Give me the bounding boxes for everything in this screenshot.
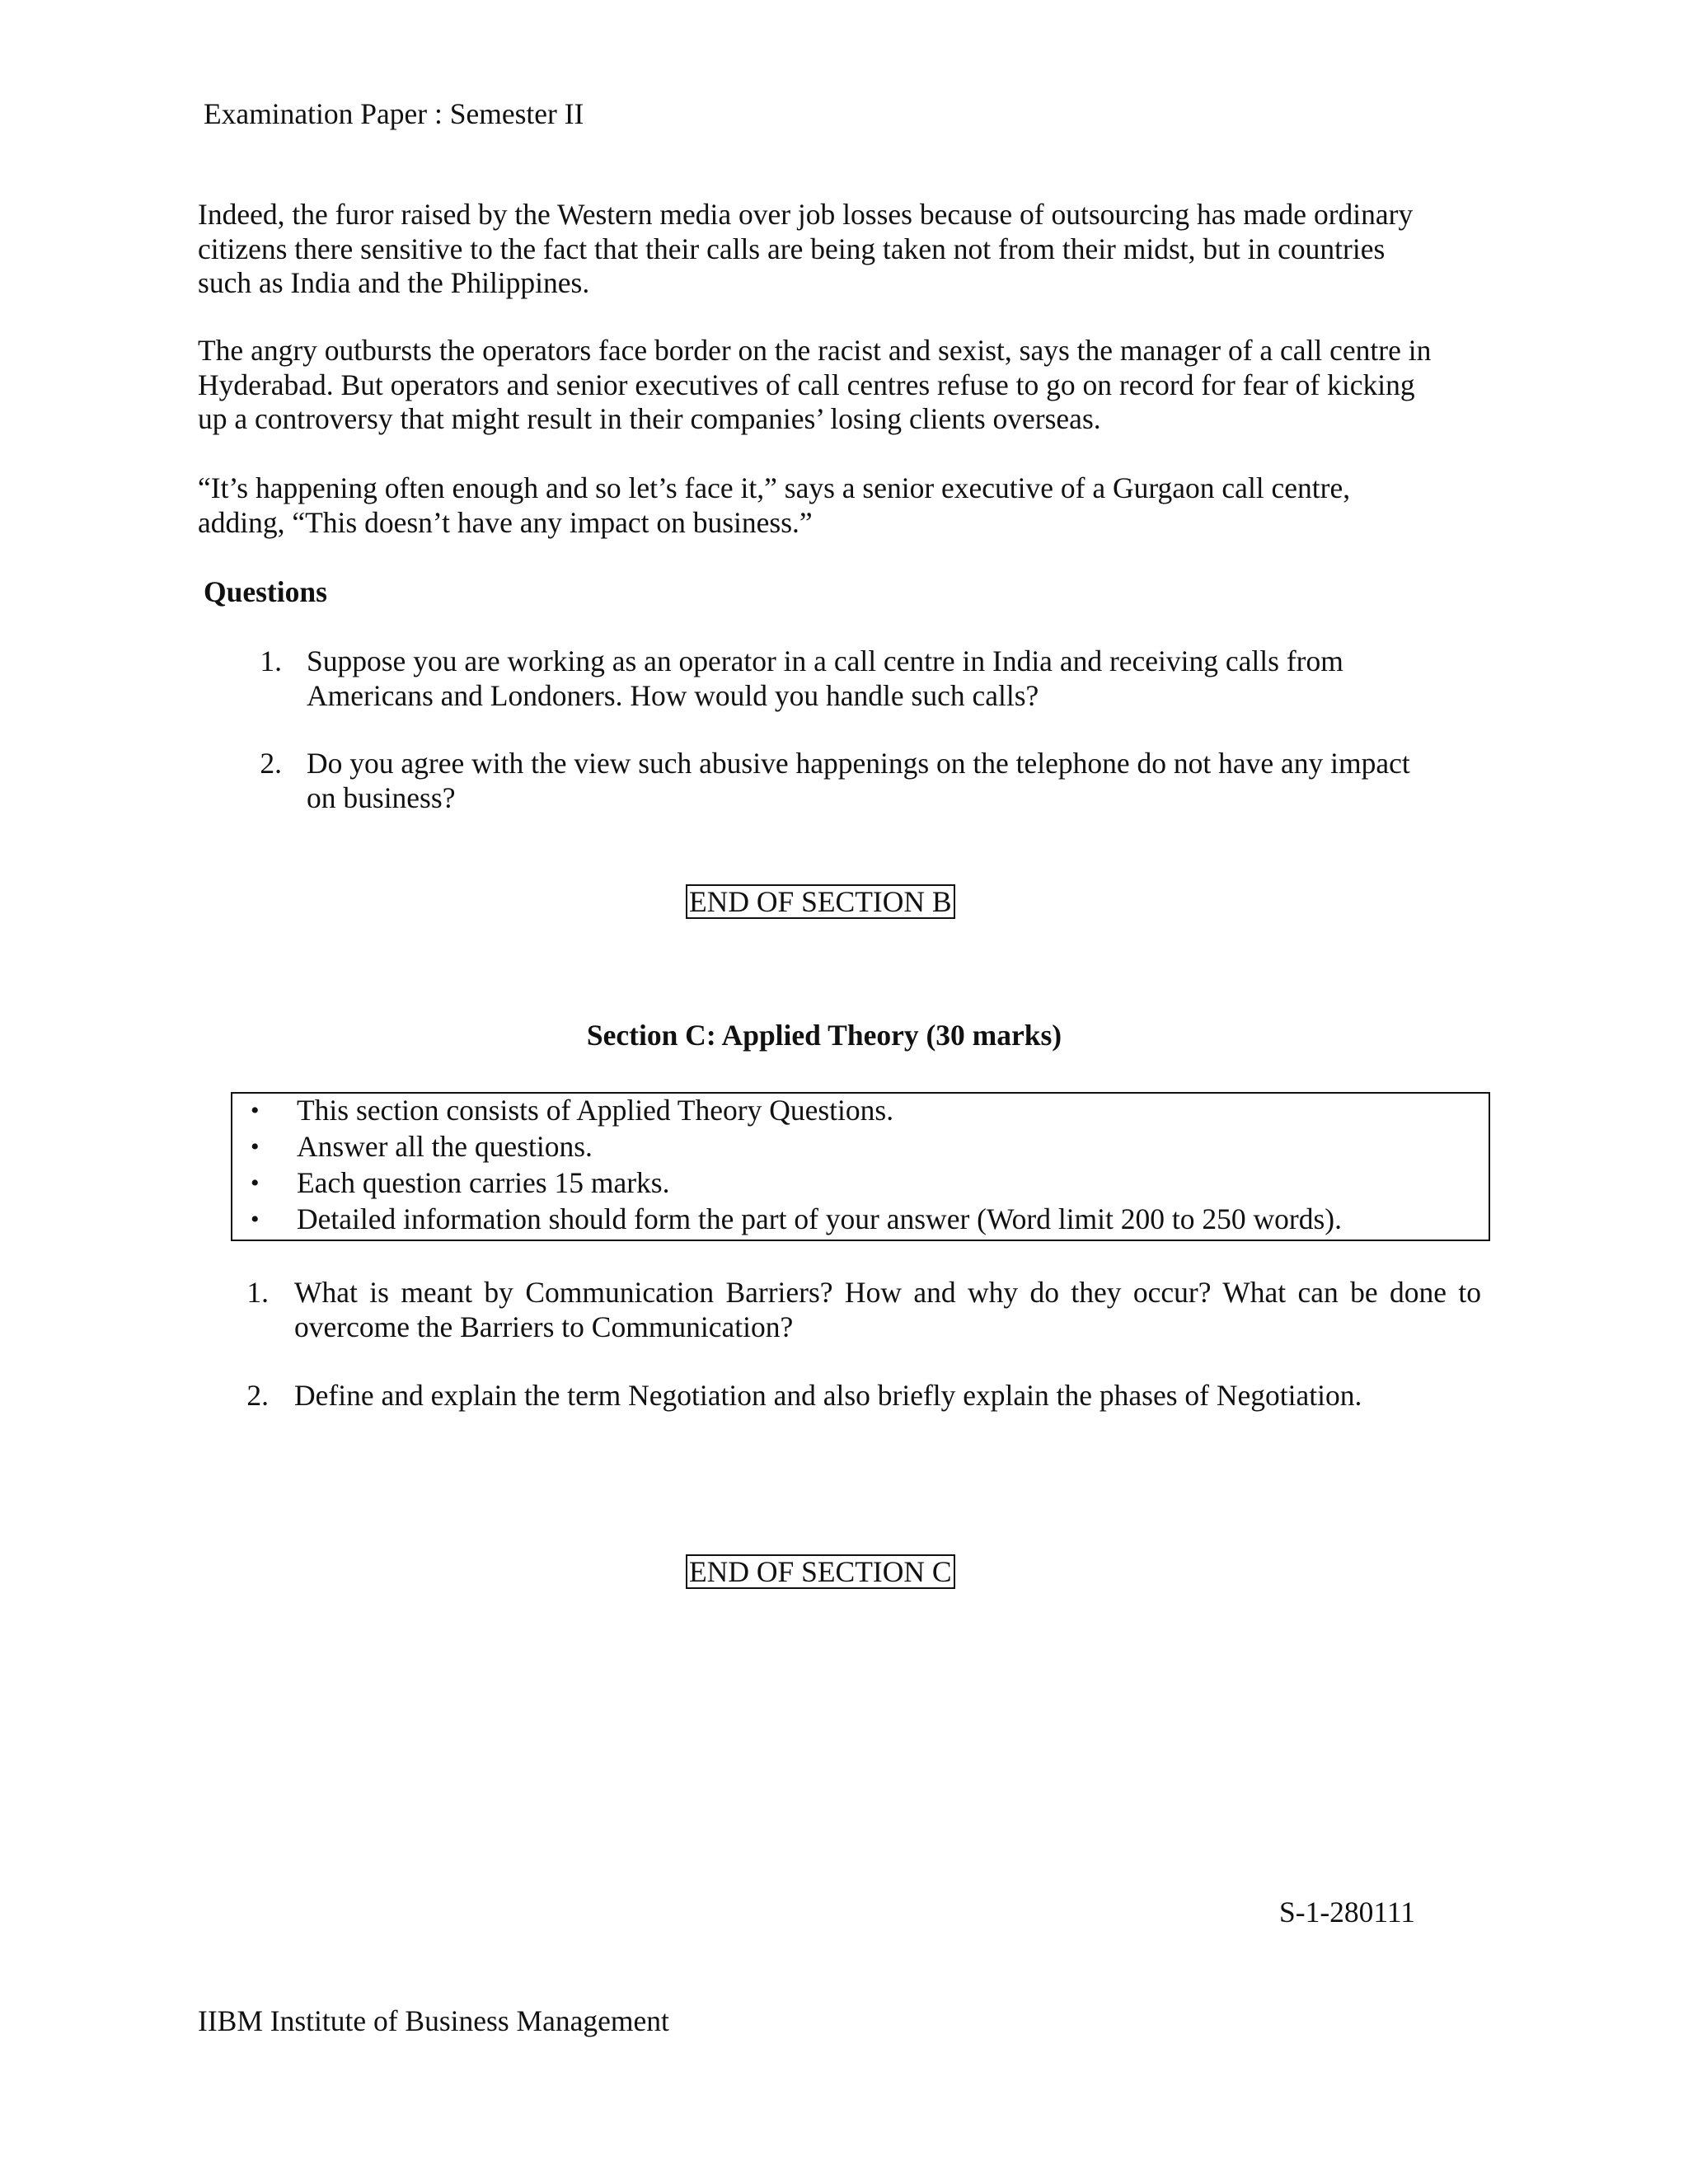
- passage-paragraph-3: [198, 471, 1500, 540]
- passage-line: such as India and the Philippines.: [198, 266, 590, 299]
- passage-paragraph-1: [198, 198, 1500, 301]
- bullet-icon: •: [251, 1206, 260, 1233]
- question-number: 1.: [246, 1276, 269, 1309]
- instruction-text: Detailed information should form the part of your answer (Word limit 200 to 250 words).: [297, 1202, 1342, 1235]
- question-line: Suppose you are working as an operator in a call centre in India and receiving calls from: [307, 644, 1343, 677]
- end-of-section-b: END OF SECTION B: [686, 884, 955, 919]
- page-header: Examination Paper : Semester II: [204, 97, 584, 130]
- question-line: What is meant by Communication Barriers? How and why do they occur? What can be done to: [294, 1276, 1481, 1309]
- instruction-text: Answer all the questions.: [297, 1130, 593, 1163]
- passage-line: “It’s happening often enough and so let’s face it,” says a senior executive of a Gurgaon call centre,: [198, 471, 1351, 504]
- question-number: 2.: [246, 1379, 269, 1412]
- bullet-icon: •: [251, 1169, 260, 1197]
- bullet-icon: •: [251, 1133, 260, 1160]
- paper-code: S-1-280111: [1279, 1896, 1416, 1929]
- question-number: 1.: [260, 644, 282, 677]
- passage-line: adding, “This doesn’t have any impact on business.”: [198, 505, 813, 539]
- question-number: 2.: [260, 747, 282, 780]
- questions-heading: Questions: [204, 575, 327, 608]
- instruction-text: Each question carries 15 marks.: [297, 1166, 670, 1199]
- bullet-icon: •: [251, 1097, 260, 1124]
- passage-line: The angry outbursts the operators face border on the racist and sexist, says the manager of a call centre in: [198, 334, 1432, 367]
- question-line: Americans and Londoners. How would you handle such calls?: [307, 678, 1039, 712]
- passage-line: Indeed, the furor raised by the Western media over job losses because of outsourcing has made ordinary: [198, 198, 1414, 231]
- question-text: [294, 1379, 1362, 1413]
- question-line: Define and explain the term Negotiation and also briefly explain the phases of Negotiation.: [294, 1379, 1362, 1412]
- passage-line: up a controversy that might result in their companies’ losing clients overseas.: [198, 402, 1101, 435]
- passage-line: Hyderabad. But operators and senior executives of call centres refuse to go on record for fear of kicking: [198, 368, 1415, 401]
- section-c-question-2: [0, 1379, 1688, 1420]
- question-line: Do you agree with the view such abusive happenings on the telephone do not have any impact: [307, 747, 1410, 780]
- question-line: overcome the Barriers to Communication?: [294, 1310, 794, 1343]
- question-line: on business?: [307, 780, 456, 814]
- section-c-question-1: [0, 1276, 1688, 1350]
- section-c-title: Section C: Applied Theory (30 marks): [586, 1019, 1062, 1052]
- passage-paragraph-2: [198, 334, 1500, 437]
- instruction-text: This section consists of Applied Theory Questions.: [297, 1094, 894, 1127]
- question-text: [307, 747, 1410, 815]
- section-b-question-1: [0, 644, 1688, 719]
- question-text: [307, 644, 1343, 713]
- section-c-instructions: [231, 1092, 1490, 1241]
- passage-line: citizens there sensitive to the fact that their calls are being taken not from their midst, but in countries: [198, 232, 1386, 265]
- page-footer: IIBM Institute of Business Management: [198, 2004, 669, 2037]
- end-of-section-c: END OF SECTION C: [686, 1554, 955, 1589]
- question-text: [294, 1276, 1481, 1344]
- section-b-question-2: [0, 747, 1688, 821]
